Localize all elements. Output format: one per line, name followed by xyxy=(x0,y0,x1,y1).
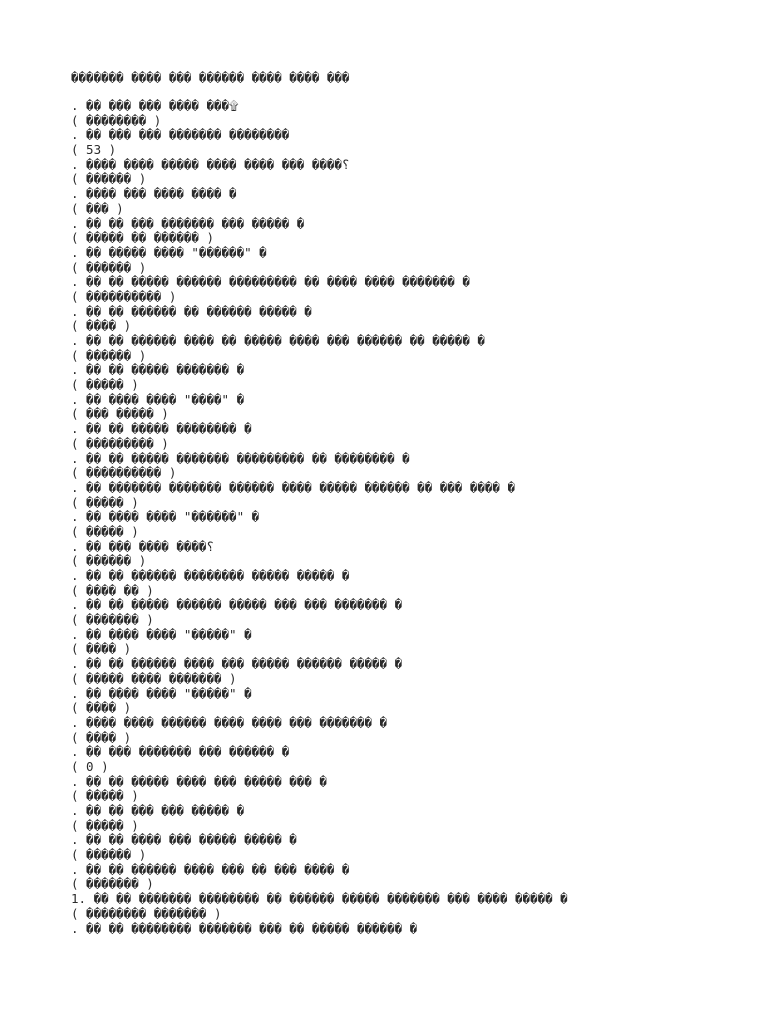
question-text: . �� ����� ���� "������" � xyxy=(71,245,267,260)
answer-text: ( ����� ) xyxy=(71,495,139,510)
answer-text: ( ����� ) xyxy=(71,789,139,804)
list-item xyxy=(71,892,751,921)
list-item xyxy=(71,657,751,686)
question-text: . �� �� ������ ���� ��� ����� ������ ����� � xyxy=(71,657,403,672)
list-item xyxy=(71,422,751,451)
document-title: ������� ���� ��� ������ ���� ���� ��� xyxy=(71,70,350,85)
list-item xyxy=(71,598,751,627)
answer-text: ( ���������� ) xyxy=(71,289,177,304)
list-item xyxy=(71,99,751,128)
question-text: . �� �� ��� ��� ����� � xyxy=(71,804,245,818)
question-text: . �� ��� ��� ������� �������� xyxy=(71,128,290,143)
list-item xyxy=(71,716,751,745)
question-text: . �� �� ����� ���� ��� ����� ��� � xyxy=(71,774,327,789)
list-item xyxy=(71,481,751,510)
answer-text: ( ����� ) xyxy=(71,818,139,833)
question-text: . �� ���� ���� "�����" � xyxy=(71,627,252,642)
list-item xyxy=(71,128,751,157)
list-item xyxy=(71,569,751,598)
answer-text: ( ����� ���� ������� ) xyxy=(71,671,237,686)
question-text: . ���� ��� ���� ���� � xyxy=(71,187,237,202)
list-item xyxy=(71,804,751,833)
answer-text: ( ������� ) xyxy=(71,613,154,628)
list-item xyxy=(71,628,751,657)
list-item xyxy=(71,217,751,246)
answer-text: ( 0 ) xyxy=(71,759,109,774)
list-item xyxy=(71,187,751,216)
question-text: . �� �� ���� ��� ����� ����� � xyxy=(71,833,297,848)
question-text: . �� ���� ���� "�����" � xyxy=(71,686,252,701)
list-item xyxy=(71,510,751,539)
question-text: . �� ���� ���� "������" � xyxy=(71,510,260,525)
list-item xyxy=(71,393,751,422)
document-page xyxy=(71,70,751,936)
question-text: . �� ���� ���� "����" � xyxy=(71,392,245,407)
answer-text: ( �������� ������� ) xyxy=(71,906,222,921)
question-text: . �� ������� ������� ������ ���� ����� ������ �� ��� ���� � xyxy=(71,480,516,495)
answer-text: ( ������ ) xyxy=(71,848,147,863)
answer-text: ( ���������� ) xyxy=(71,466,177,481)
answer-text: ( ������ ) xyxy=(71,348,147,363)
question-text: . �� �� ����� ������� � xyxy=(71,363,245,378)
question-text: . �� �� ��� ������� ��� ����� � xyxy=(71,216,305,231)
answer-text: ( �������� ) xyxy=(71,113,162,128)
question-text: . �� �� ����� �������� � xyxy=(71,422,252,437)
answer-text: ( ��� ) xyxy=(71,201,124,216)
list-item xyxy=(71,158,751,187)
answer-text: ( ����� �� ������ ) xyxy=(71,231,214,246)
list-item xyxy=(71,452,751,481)
question-answer-list xyxy=(71,99,751,936)
answer-text: ( ��������� ) xyxy=(71,436,169,451)
answer-text: ( ����� ) xyxy=(71,524,139,539)
list-item xyxy=(71,745,751,774)
question-text: . �� ��� ���� ����؟ xyxy=(71,539,214,554)
question-text: . �� ��� ������� ��� ������ � xyxy=(71,745,290,760)
answer-text: ( ���� ) xyxy=(71,730,132,745)
list-item xyxy=(71,305,751,334)
answer-text: ( ������ ) xyxy=(71,554,147,569)
answer-text: ( ���� �� ) xyxy=(71,583,154,598)
answer-text: ( ���� ) xyxy=(71,642,132,657)
question-text: . �� �� ����� ������ ����� ��� ��� ������� � xyxy=(71,598,403,613)
answer-text: ( ���� ) xyxy=(71,319,132,334)
answer-text: ( ���� ) xyxy=(71,701,132,716)
answer-text: ( 53 ) xyxy=(71,143,117,158)
list-item xyxy=(71,922,751,937)
list-item xyxy=(71,687,751,716)
question-text: . �� �� �������� ������� ��� �� ����� ������ � xyxy=(71,921,418,936)
question-text: . ���� ���� ������ ���� ���� ��� ������� � xyxy=(71,715,388,730)
question-text: . ���� ���� ����� ���� ���� ��� ����؟ xyxy=(71,157,350,172)
list-item xyxy=(71,246,751,275)
question-text: . �� �� ������ ���� �� ����� ���� ��� ������ �� ����� � xyxy=(71,334,485,348)
question-text: . �� �� ����� ������ ��������� �� ���� ���� ������� � xyxy=(71,275,470,290)
answer-text: ( ��� ����� ) xyxy=(71,407,169,422)
question-text: . �� ��� ��� ���� ���۩ xyxy=(71,99,239,113)
answer-text: ( ����� ) xyxy=(71,378,139,393)
question-text: 1. �� �� ������� �������� �� ������ ����� ������� ��� ���� ����� � xyxy=(71,892,568,907)
answer-text: ( ������ ) xyxy=(71,260,147,275)
question-text: . �� �� ������ �������� ����� ����� � xyxy=(71,569,350,583)
question-text: . �� �� ����� ������� ��������� �� �������� � xyxy=(71,451,410,466)
list-item xyxy=(71,363,751,392)
list-item xyxy=(71,275,751,304)
answer-text: ( ������� ) xyxy=(71,877,154,892)
answer-text: ( ������ ) xyxy=(71,172,147,187)
list-item xyxy=(71,863,751,892)
question-text: . �� �� ������ ���� ��� �� ��� ���� � xyxy=(71,862,350,877)
list-item xyxy=(71,833,751,862)
list-item xyxy=(71,775,751,804)
list-item xyxy=(71,540,751,569)
question-text: . �� �� ������ �� ������ ����� � xyxy=(71,304,312,319)
list-item xyxy=(71,334,751,363)
